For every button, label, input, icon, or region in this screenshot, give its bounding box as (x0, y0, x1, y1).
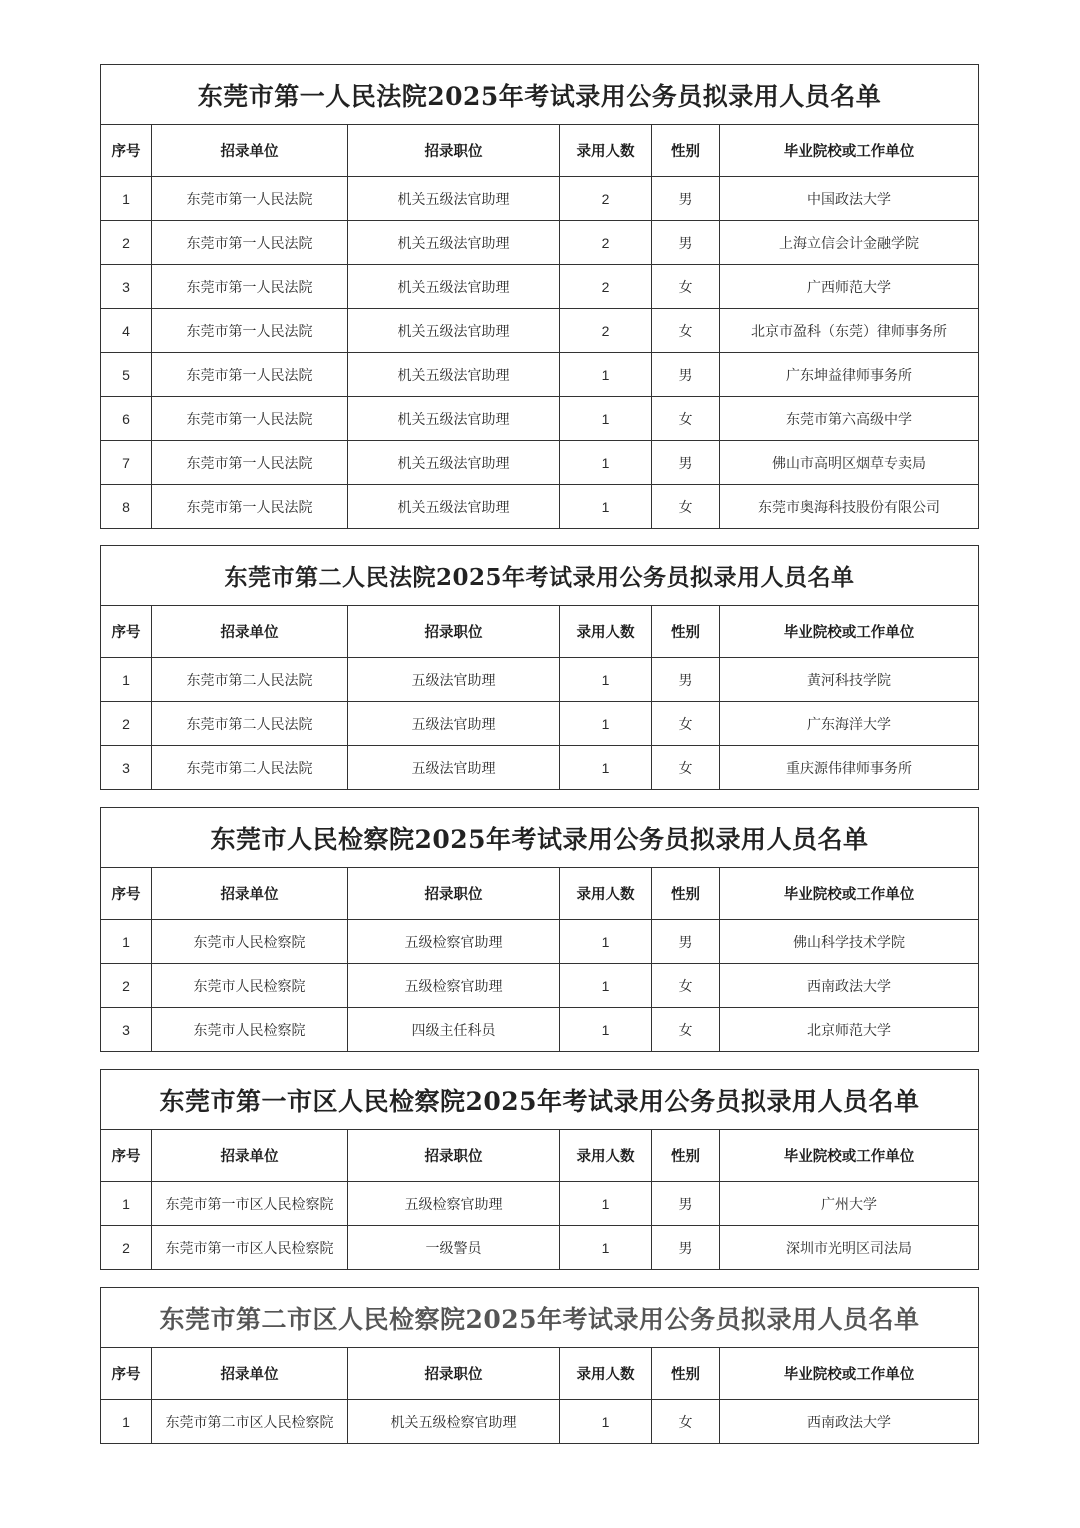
cell-gender: 男 (652, 1226, 720, 1270)
cell-unit: 东莞市第二人民法院 (152, 702, 348, 746)
cell-position: 四级主任科员 (348, 1008, 560, 1052)
cell-unit: 东莞市第一市区人民检察院 (152, 1182, 348, 1226)
cell-count: 2 (560, 309, 652, 353)
cell-gender: 女 (652, 397, 720, 441)
cell-gender: 男 (652, 658, 720, 702)
cell-count: 1 (560, 397, 652, 441)
cell-seq: 2 (101, 964, 152, 1008)
cell-school: 重庆源伟律师事务所 (720, 746, 979, 790)
cell-count: 2 (560, 265, 652, 309)
table-row (101, 702, 979, 746)
cell-gender: 女 (652, 746, 720, 790)
recruit-table-procuratorate (100, 807, 979, 1052)
cell-position: 机关五级检察官助理 (348, 1400, 560, 1444)
cell-unit: 东莞市第一市区人民检察院 (152, 1226, 348, 1270)
table-title: 东莞市第二市区人民检察院2025年考试录用公务员拟录用人员名单 (101, 1288, 979, 1348)
table-row (101, 920, 979, 964)
header-seq: 序号 (101, 1348, 152, 1400)
table-row (101, 1400, 979, 1444)
recruit-table-court-1 (100, 64, 979, 529)
cell-count: 1 (560, 658, 652, 702)
header-school: 毕业院校或工作单位 (720, 125, 979, 177)
header-count: 录用人数 (560, 1348, 652, 1400)
cell-school: 东莞市第六高级中学 (720, 397, 979, 441)
header-gender: 性别 (652, 1348, 720, 1400)
header-gender: 性别 (652, 1130, 720, 1182)
cell-position: 五级检察官助理 (348, 920, 560, 964)
table-title: 东莞市人民检察院2025年考试录用公务员拟录用人员名单 (101, 808, 979, 868)
cell-count: 1 (560, 1226, 652, 1270)
cell-unit: 东莞市第二人民法院 (152, 746, 348, 790)
cell-gender: 女 (652, 1008, 720, 1052)
header-unit: 招录单位 (152, 868, 348, 920)
table-row (101, 746, 979, 790)
cell-count: 1 (560, 1182, 652, 1226)
cell-count: 1 (560, 746, 652, 790)
header-gender: 性别 (652, 606, 720, 658)
cell-seq: 1 (101, 658, 152, 702)
cell-unit: 东莞市第一人民法院 (152, 177, 348, 221)
cell-count: 1 (560, 1008, 652, 1052)
cell-gender: 男 (652, 353, 720, 397)
recruit-table-district-procuratorate-1 (100, 1069, 979, 1270)
cell-school: 东莞市奥海科技股份有限公司 (720, 485, 979, 529)
cell-gender: 男 (652, 1182, 720, 1226)
header-school: 毕业院校或工作单位 (720, 606, 979, 658)
cell-gender: 男 (652, 441, 720, 485)
cell-seq: 4 (101, 309, 152, 353)
cell-school: 西南政法大学 (720, 964, 979, 1008)
cell-seq: 2 (101, 221, 152, 265)
cell-count: 1 (560, 485, 652, 529)
table-row (101, 177, 979, 221)
table-row (101, 353, 979, 397)
cell-position: 五级法官助理 (348, 746, 560, 790)
cell-gender: 女 (652, 702, 720, 746)
cell-school: 北京师范大学 (720, 1008, 979, 1052)
cell-count: 1 (560, 353, 652, 397)
table-row (101, 485, 979, 529)
cell-gender: 女 (652, 1400, 720, 1444)
cell-school: 佛山科学技术学院 (720, 920, 979, 964)
cell-count: 1 (560, 920, 652, 964)
cell-school: 广州大学 (720, 1182, 979, 1226)
cell-count: 1 (560, 702, 652, 746)
cell-unit: 东莞市人民检察院 (152, 920, 348, 964)
cell-unit: 东莞市第一人民法院 (152, 441, 348, 485)
table-row (101, 397, 979, 441)
header-count: 录用人数 (560, 125, 652, 177)
header-seq: 序号 (101, 868, 152, 920)
cell-seq: 3 (101, 1008, 152, 1052)
table-row (101, 658, 979, 702)
cell-position: 五级法官助理 (348, 702, 560, 746)
cell-position: 机关五级法官助理 (348, 353, 560, 397)
cell-school: 佛山市高明区烟草专卖局 (720, 441, 979, 485)
table-row (101, 1226, 979, 1270)
cell-seq: 5 (101, 353, 152, 397)
cell-position: 机关五级法官助理 (348, 221, 560, 265)
cell-seq: 3 (101, 746, 152, 790)
cell-seq: 8 (101, 485, 152, 529)
cell-seq: 3 (101, 265, 152, 309)
recruit-table-district-procuratorate-2 (100, 1287, 979, 1444)
cell-seq: 1 (101, 177, 152, 221)
cell-position: 机关五级法官助理 (348, 177, 560, 221)
header-seq: 序号 (101, 125, 152, 177)
table-row (101, 265, 979, 309)
header-unit: 招录单位 (152, 125, 348, 177)
cell-school: 广西师范大学 (720, 265, 979, 309)
cell-gender: 女 (652, 485, 720, 529)
table-title: 东莞市第二人民法院2025年考试录用公务员拟录用人员名单 (101, 546, 979, 606)
table-row (101, 1182, 979, 1226)
cell-school: 黄河科技学院 (720, 658, 979, 702)
header-school: 毕业院校或工作单位 (720, 868, 979, 920)
header-position: 招录职位 (348, 1130, 560, 1182)
header-gender: 性别 (652, 125, 720, 177)
cell-school: 中国政法大学 (720, 177, 979, 221)
header-gender: 性别 (652, 868, 720, 920)
header-position: 招录职位 (348, 1348, 560, 1400)
cell-gender: 女 (652, 309, 720, 353)
header-count: 录用人数 (560, 1130, 652, 1182)
cell-school: 北京市盈科（东莞）律师事务所 (720, 309, 979, 353)
header-unit: 招录单位 (152, 1348, 348, 1400)
header-school: 毕业院校或工作单位 (720, 1348, 979, 1400)
cell-position: 一级警员 (348, 1226, 560, 1270)
recruit-table-court-2 (100, 545, 979, 790)
header-unit: 招录单位 (152, 606, 348, 658)
cell-school: 广东坤益律师事务所 (720, 353, 979, 397)
cell-school: 上海立信会计金融学院 (720, 221, 979, 265)
header-position: 招录职位 (348, 868, 560, 920)
cell-count: 1 (560, 441, 652, 485)
table-title: 东莞市第一市区人民检察院2025年考试录用公务员拟录用人员名单 (101, 1070, 979, 1130)
cell-unit: 东莞市第一人民法院 (152, 265, 348, 309)
cell-unit: 东莞市人民检察院 (152, 1008, 348, 1052)
header-position: 招录职位 (348, 606, 560, 658)
table-row (101, 441, 979, 485)
cell-position: 五级检察官助理 (348, 964, 560, 1008)
cell-count: 2 (560, 221, 652, 265)
header-count: 录用人数 (560, 606, 652, 658)
cell-gender: 女 (652, 964, 720, 1008)
table-row (101, 1008, 979, 1052)
cell-gender: 男 (652, 221, 720, 265)
header-unit: 招录单位 (152, 1130, 348, 1182)
cell-unit: 东莞市第二人民法院 (152, 658, 348, 702)
cell-position: 五级法官助理 (348, 658, 560, 702)
cell-unit: 东莞市第一人民法院 (152, 353, 348, 397)
header-seq: 序号 (101, 1130, 152, 1182)
table-row (101, 309, 979, 353)
cell-unit: 东莞市第一人民法院 (152, 485, 348, 529)
cell-unit: 东莞市第一人民法院 (152, 221, 348, 265)
cell-gender: 男 (652, 177, 720, 221)
cell-seq: 6 (101, 397, 152, 441)
cell-position: 机关五级法官助理 (348, 309, 560, 353)
table-title: 东莞市第一人民法院2025年考试录用公务员拟录用人员名单 (101, 65, 979, 125)
cell-position: 五级检察官助理 (348, 1182, 560, 1226)
cell-school: 西南政法大学 (720, 1400, 979, 1444)
header-seq: 序号 (101, 606, 152, 658)
cell-position: 机关五级法官助理 (348, 265, 560, 309)
cell-seq: 1 (101, 1182, 152, 1226)
cell-seq: 2 (101, 702, 152, 746)
header-school: 毕业院校或工作单位 (720, 1130, 979, 1182)
cell-unit: 东莞市第一人民法院 (152, 309, 348, 353)
cell-unit: 东莞市第一人民法院 (152, 397, 348, 441)
cell-seq: 2 (101, 1226, 152, 1270)
cell-gender: 男 (652, 920, 720, 964)
cell-position: 机关五级法官助理 (348, 397, 560, 441)
table-row (101, 221, 979, 265)
cell-school: 深圳市光明区司法局 (720, 1226, 979, 1270)
cell-count: 1 (560, 964, 652, 1008)
cell-unit: 东莞市第二市区人民检察院 (152, 1400, 348, 1444)
header-count: 录用人数 (560, 868, 652, 920)
cell-unit: 东莞市人民检察院 (152, 964, 348, 1008)
cell-seq: 1 (101, 1400, 152, 1444)
cell-school: 广东海洋大学 (720, 702, 979, 746)
cell-gender: 女 (652, 265, 720, 309)
cell-position: 机关五级法官助理 (348, 441, 560, 485)
cell-seq: 7 (101, 441, 152, 485)
cell-seq: 1 (101, 920, 152, 964)
cell-count: 1 (560, 1400, 652, 1444)
cell-position: 机关五级法官助理 (348, 485, 560, 529)
header-position: 招录职位 (348, 125, 560, 177)
table-row (101, 964, 979, 1008)
cell-count: 2 (560, 177, 652, 221)
